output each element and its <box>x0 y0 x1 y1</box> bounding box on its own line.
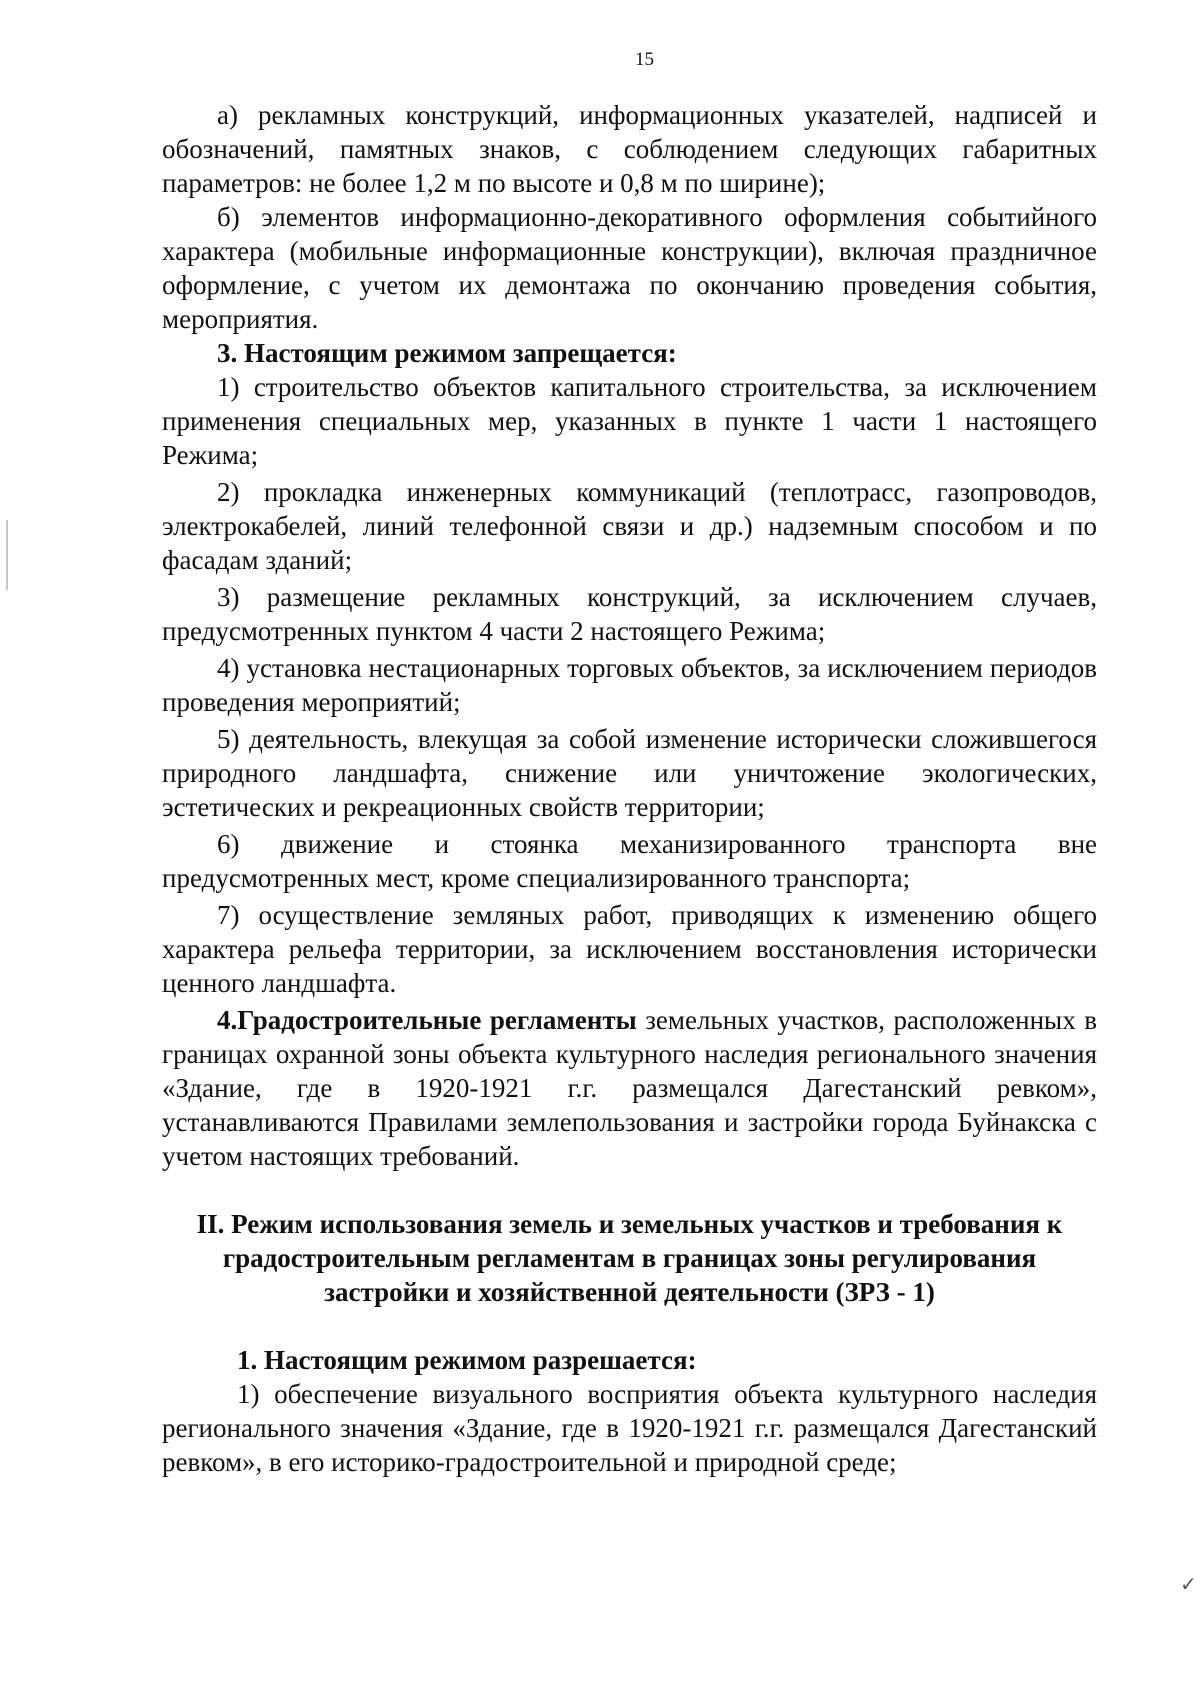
paragraph-a: а) рекламных конструкций, информационных указателей, надписей и обозначений, памятных знаков, с соблюдением следующих габаритных параметров: не более 1,2 м по высоте и 0,8 м по ширине); <box>162 100 1097 198</box>
section-3-item-2: 2) прокладка инженерных коммуникаций (теплотрасс, газопроводов, электрокабелей, линий телефонной связи и др.) надземным способом и по фасадам зданий; <box>162 477 1097 575</box>
page-number: 15 <box>635 49 654 70</box>
section-3-item-1: 1) строительство объектов капитального строительства, за исключением применения специальных мер, указанных в пункте 1 части 1 настоящего Режима; <box>162 372 1097 470</box>
section-3-item-4: 4) установка нестационарных торговых объектов, за исключением периодов проведения мероприятий; <box>162 653 1097 717</box>
part-2-subheading: 1. Настоящим режимом разрешается: <box>237 1345 697 1375</box>
section-4-paragraph <box>162 1003 1097 1173</box>
section-4-text: земельных участков, расположенных в границах охранной зоны объекта культурного наследия регионального значения «Здание, где в 1920-1921 г.г. размещался Дагестанский ревком», устанавливаются Правилами землепользования и застройки города Буйнакска с учетом настоящих требований. <box>162 1005 1097 1171</box>
scan-edge-line <box>6 520 8 590</box>
paragraph-b: б) элементов информационно-декоративного оформления событийного характера (мобильные информационные конструкции), включая праздничное оформление, с учетом их демонтажа по окончанию проведения события, мероприятия. <box>162 202 1097 334</box>
part-2-heading: II. Режим использования земель и земельных участков и требования к градостроительным регламентам в границах зоны регулирования застройки и хозяйственной деятельности (ЗРЗ - 1) <box>196 1209 1063 1307</box>
document-page <box>162 48 1097 1479</box>
section-3-item-3: 3) размещение рекламных конструкций, за исключением случаев, предусмотренных пунктом 4 части 2 настоящего Режима; <box>162 582 1097 646</box>
section-3-item-7: 7) осуществление земляных работ, приводящих к изменению общего характера рельефа территории, за исключением восстановления исторически ценного ландшафта. <box>162 900 1097 998</box>
section-4-bold-lead: 4.Градостроительные регламенты <box>217 1005 637 1035</box>
section-3-heading: 3. Настоящим режимом запрещается: <box>217 338 677 368</box>
scan-artifact-mark: ✓ <box>1180 1572 1197 1596</box>
section-3-item-5: 5) деятельность, влекущая за собой изменение исторически сложившегося природного ландшафта, снижение или уничтожение экологических, эстетических и рекреационных свойств территории; <box>162 724 1097 822</box>
section-3-item-6: 6) движение и стоянка механизированного транспорта вне предусмотренных мест, кроме специализированного транспорта; <box>162 829 1097 893</box>
part-2-item-1: 1) обеспечение визуального восприятия объекта культурного наследия регионального значения «Здание, где в 1920-1921 г.г. размещался Дагестанский ревком», в его историко-градостроительной и природной среде; <box>162 1379 1097 1477</box>
